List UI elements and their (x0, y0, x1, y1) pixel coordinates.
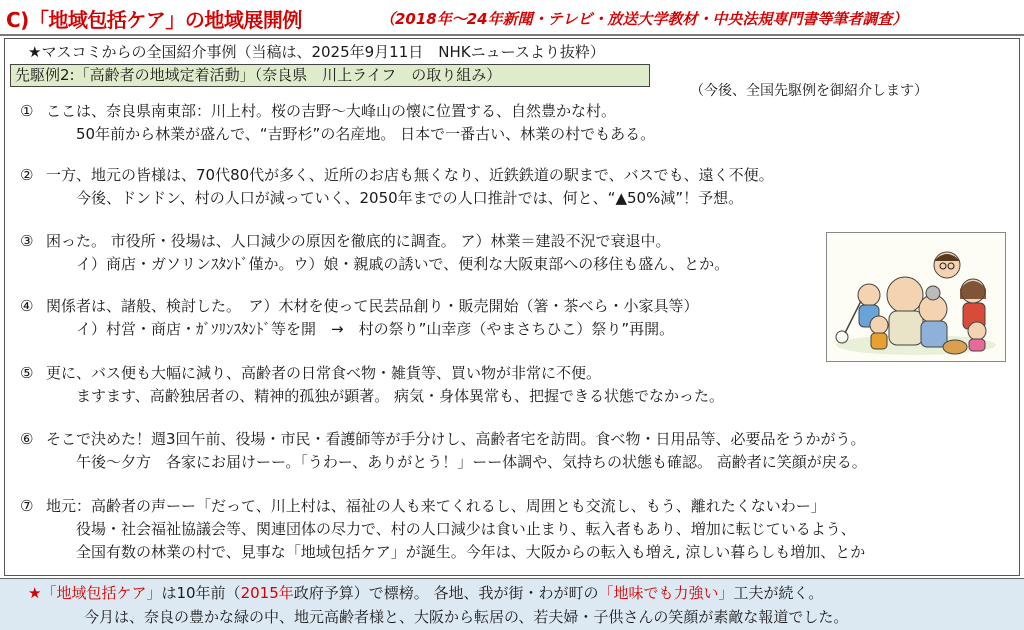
item-line: 役場・社会福祉協議会等、関連団体の尽力で、村の人口減少は食い止まり、転入者もあり、増加に転じているよう、 (76, 520, 856, 538)
item-line: 関係者は、諸般、検討した。 ア）木材を使って民芸品創り・販売開始（箸・茶べら・小家具等） (46, 297, 699, 315)
list-item-6 (20, 428, 867, 474)
footer-year: 2015年 (240, 584, 294, 602)
item-number: ③ (20, 232, 34, 250)
star-icon: ★ (28, 584, 42, 602)
list-item-2 (20, 164, 774, 210)
item-line: そこで決めた！週3回午前、役場・市民・看護師等が手分けし、高齢者宅を訪問。食べ物・日用品等、必要品をうかがう。 (46, 430, 866, 448)
item-line: 地元：高齢者の声ーー「だって、川上村は、福祉の人も来てくれるし、周囲とも交流し、もう、離れたくないわー」 (46, 497, 826, 515)
page-subtitle: （2018年〜24年新聞・テレビ・放送大学教材・中央法規専門書等筆者調査） (380, 10, 908, 28)
item-number: ④ (20, 297, 34, 315)
item-line: 午後〜夕方 各家にお届けーー。「うわー、ありがとう！」ーー体調や、気持ちの状態も確認。 高齢者に笑顔が戻る。 (76, 453, 867, 471)
family-illustration (826, 232, 1006, 362)
list-item-5 (20, 362, 724, 408)
list-item-1 (20, 100, 655, 146)
footer-text: 工夫が続く。 (733, 584, 824, 602)
footer-emphasis: 「地味でも力強い」 (598, 584, 734, 602)
item-line: 一方、地元の皆様は、70代80代が多く、近所のお店も無くなり、近鉄鉄道の駅まで、バスでも、遠く不便。 (46, 166, 774, 184)
item-line: 更に、バス便も大幅に減り、高齢者の日常食べ物・雑貨等、買い物が非常に不便。 (46, 364, 602, 382)
footer-text: は10年前（ (161, 584, 241, 602)
item-line: 困った。 市役所・役場は、人口減少の原因を徹底的に調査。 ア）林業＝建設不況で衰退中。 (46, 232, 671, 250)
page-title: C)「地域包括ケア」の地域展開例 (6, 8, 302, 32)
intro-text: ★マスコミからの全国紹介事例（当稿は、2025年9月11日 NHKニュースより抜粋） (28, 43, 605, 61)
item-line: 50年前から林業が盛んで、“吉野杉”の名産地。 日本で一番古い、林業の村でもある。 (76, 125, 656, 143)
item-line: イ）村営・商店・ｶﾞｿﾘﾝｽﾀﾝﾄﾞ等を開 → 村の祭り”山幸彦（やまさちひこ）祭り”再開。 (76, 320, 675, 338)
item-line: ますます、高齢独居者の、精神的孤独が顕著。 病気・身体異常も、把握できる状態でなかった。 (76, 387, 724, 405)
case-title-box: 先駆例2:「高齢者の地域定着活動」（奈良県 川上ライフ の取り組み） (10, 64, 650, 87)
footer-line-2: 今月は、奈良の豊かな緑の中、地元高齢者様と、大阪から転居の、若夫婦・子供さんの笑顔が素敵な報道でした。 (84, 608, 849, 626)
item-number: ⑤ (20, 364, 34, 382)
item-number: ② (20, 166, 34, 184)
family-illustration-icon (827, 233, 1005, 361)
item-line: 今後、ドンドン、村の人口が減っていく、2050年までの人口推計では、何と、“▲50%減”！予想。 (76, 189, 744, 207)
item-number: ⑦ (20, 497, 34, 515)
item-line: 全国有数の林業の村で、見事な「地域包括ケア」が誕生。今年は、大阪からの転入も増え, 涼しい暮らしも増加、とか (76, 543, 866, 561)
item-number: ⑥ (20, 430, 34, 448)
item-number: ① (20, 102, 34, 120)
list-item-3 (20, 230, 729, 276)
footer-care-term: 「地域包括ケア」 (41, 584, 162, 602)
footer-summary (0, 578, 1024, 630)
list-item-7 (20, 495, 865, 564)
future-note: （今後、全国先駆例を御紹介します） (690, 83, 928, 99)
page-header (0, 0, 1024, 36)
footer-line-1 (28, 582, 823, 603)
item-line: イ）商店・ガソリンｽﾀﾝﾄﾞ僅か。ウ）娘・親戚の誘いで、便利な大阪東部への移住も盛ん、とか。 (76, 255, 730, 273)
list-item-4 (20, 295, 699, 341)
item-line: ここは、奈良県南東部：川上村。桜の吉野〜大峰山の懐に位置する、自然豊かな村。 (46, 102, 617, 120)
footer-text: 政府予算）で標榜。 各地、我が街・わが町の (293, 584, 599, 602)
